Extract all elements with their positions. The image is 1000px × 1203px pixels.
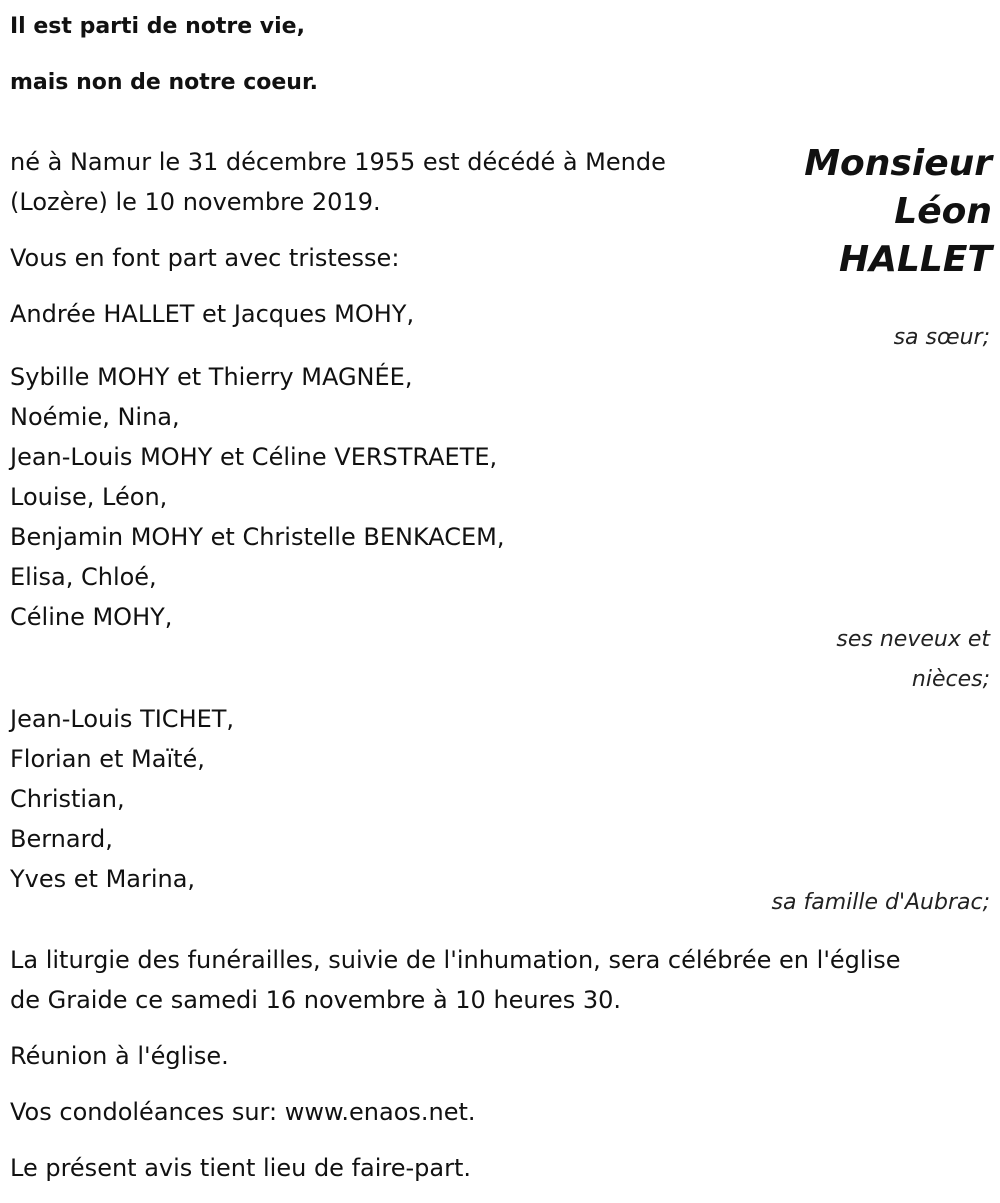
aubrac-list <box>10 699 234 899</box>
birth-death-line-1: né à Namur le 31 décembre 1955 est décédé à Mende <box>10 148 666 176</box>
list-item: Jean-Louis TICHET, <box>10 705 235 733</box>
deceased-last-name: HALLET <box>838 239 992 280</box>
list-item: Elisa, Chloé, <box>10 563 157 591</box>
birth-death <box>10 142 666 222</box>
list-item: Louise, Léon, <box>10 483 168 511</box>
list-item: Céline MOHY, <box>10 603 173 631</box>
list-item: Noémie, Nina, <box>10 403 180 431</box>
deceased-first-name: Léon <box>894 191 992 232</box>
deceased-title: Monsieur <box>804 143 992 184</box>
intro-text: Vous en font part avec tristesse: <box>10 244 400 272</box>
meeting-text: Réunion à l'église. <box>10 1042 229 1070</box>
list-item: Bernard, <box>10 825 113 853</box>
list-item: Florian et Maïté, <box>10 745 205 773</box>
birth-death-line-2: (Lozère) le 10 novembre 2019. <box>10 188 381 216</box>
notice-text: Le présent avis tient lieu de faire-part. <box>10 1154 472 1182</box>
list-item: Benjamin MOHY et Christelle BENKACEM, <box>10 523 505 551</box>
sister-role: sa sœur; <box>893 325 990 350</box>
list-item: Sybille MOHY et Thierry MAGNÉE, <box>10 363 413 391</box>
funeral-line-1: La liturgie des funérailles, suivie de l'inhumation, sera célébrée en l'église <box>10 946 901 974</box>
nephews-role-line-1: ses neveux et <box>836 627 990 652</box>
funeral-line-2: de Graide ce samedi 16 novembre à 10 heures 30. <box>10 986 622 1014</box>
deceased-name <box>804 140 992 284</box>
funeral-info <box>10 940 901 1020</box>
condolences-text: Vos condoléances sur: www.enaos.net. <box>10 1098 476 1126</box>
aubrac-role: sa famille d'Aubrac; <box>771 890 990 915</box>
nephews-role-line-2: nièces; <box>911 667 990 692</box>
epigraph-line-2: mais non de notre coeur. <box>10 70 319 95</box>
sister-names: Andrée HALLET et Jacques MOHY, <box>10 300 415 328</box>
nephews-list <box>10 357 505 637</box>
list-item: Christian, <box>10 785 125 813</box>
list-item: Jean-Louis MOHY et Céline VERSTRAETE, <box>10 443 498 471</box>
list-item: Yves et Marina, <box>10 865 196 893</box>
epigraph-line-1: Il est parti de notre vie, <box>10 14 305 39</box>
